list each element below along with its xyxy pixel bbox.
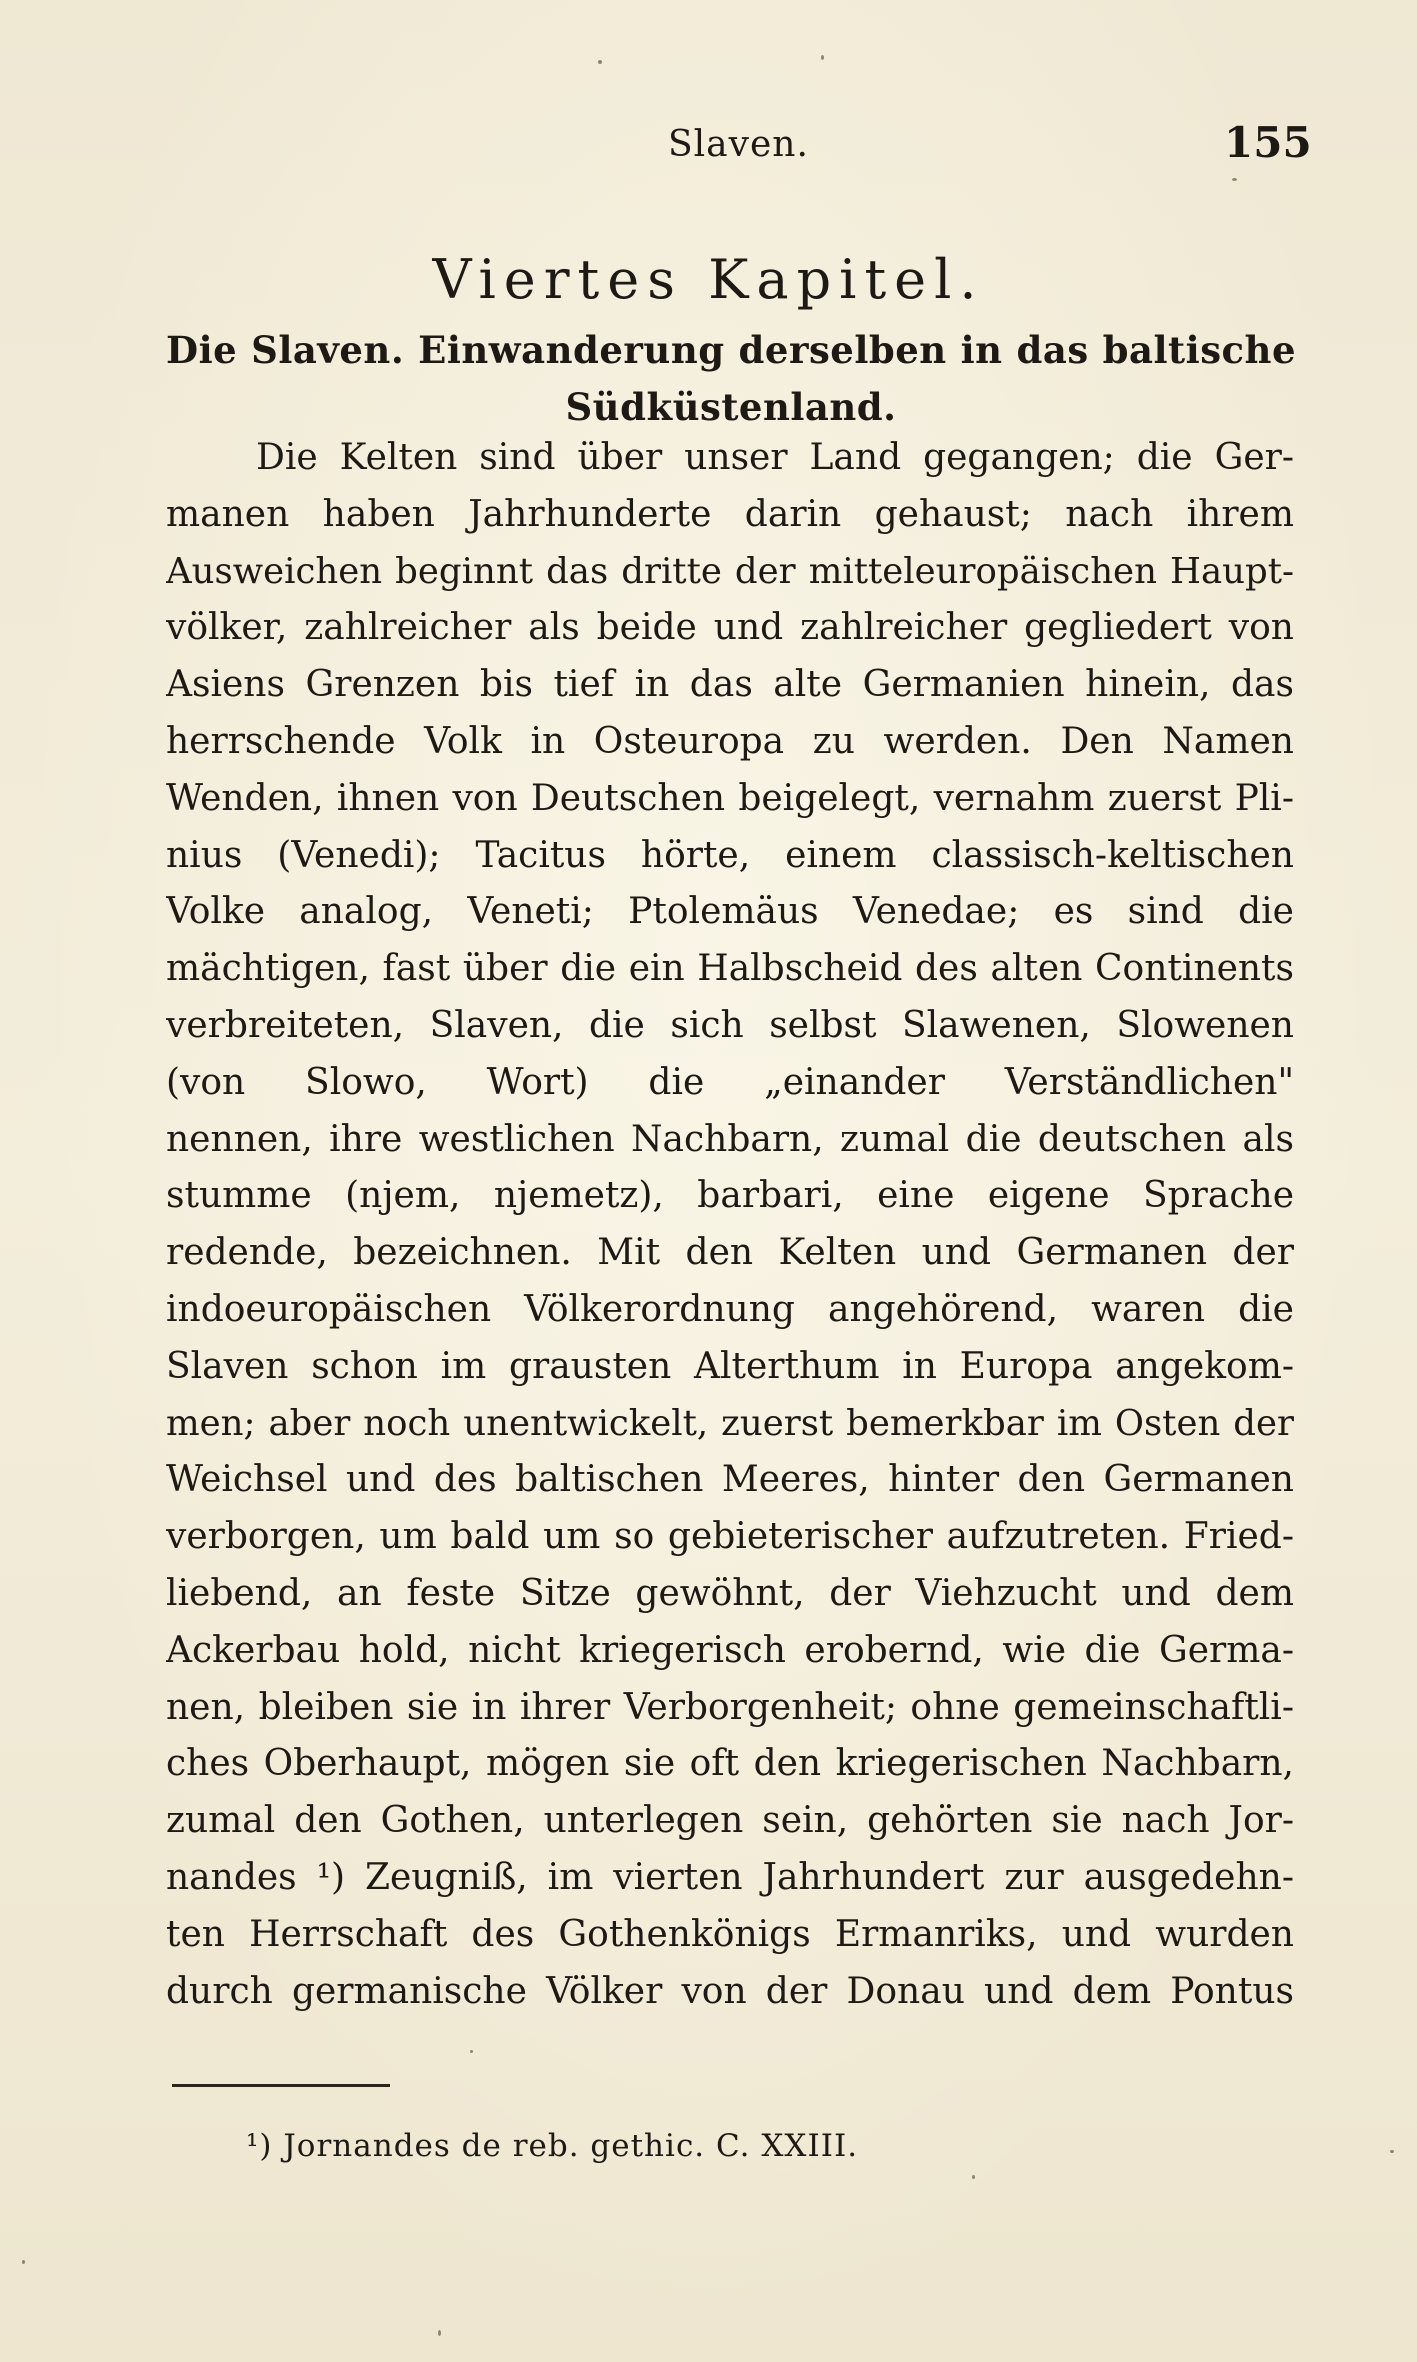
- text-line: Ausweichen beginnt das dritte der mitteleuropäischen Haupt-: [166, 550, 1294, 592]
- text-line: ches Oberhaupt, mögen sie oft den kriegerischen Nachbarn,: [166, 1743, 1294, 1785]
- running-head: [0, 118, 1417, 178]
- page-number: 155: [1224, 118, 1312, 167]
- scan-speck: [821, 55, 824, 60]
- chapter-subtitle: [166, 322, 1296, 436]
- text-line: Ackerbau hold, nicht kriegerisch erobernd, wie die Germa-: [166, 1629, 1294, 1671]
- scan-speck: [1232, 178, 1237, 181]
- scan-speck: [438, 2330, 441, 2336]
- text-line: Weichsel und des baltischen Meeres, hinter den Germanen: [166, 1459, 1294, 1501]
- body-text: [166, 430, 1294, 2020]
- text-line: herrschende Volk in Osteuropa zu werden. Den Namen: [166, 720, 1294, 762]
- text-line: nandes ¹) Zeugniß, im vierten Jahrhundert zur ausgedehn-: [166, 1856, 1294, 1898]
- scan-speck: [22, 2260, 25, 2264]
- text-line: liebend, an feste Sitze gewöhnt, der Viehzucht und dem: [166, 1572, 1294, 1614]
- text-line: mächtigen, fast über die ein Halbscheid des alten Continents: [166, 948, 1294, 990]
- text-line: durch germanische Völker von der Donau und dem Pontus: [166, 1970, 1294, 2012]
- footnote: ¹) Jornandes de reb. gethic. C. XXIII.: [246, 2128, 859, 2164]
- text-line: stumme (njem, njemetz), barbari, eine eigene Sprache: [166, 1175, 1294, 1217]
- text-line: Asiens Grenzen bis tief in das alte Germanien hinein, das: [166, 664, 1294, 706]
- text-line: Wenden, ihnen von Deutschen beigelegt, vernahm zuerst Pli-: [166, 777, 1294, 819]
- chapter-subtitle-line: Die Slaven. Einwanderung derselben in das baltische: [166, 328, 1296, 372]
- text-line: nennen, ihre westlichen Nachbarn, zumal die deutschen als: [166, 1118, 1294, 1160]
- scan-speck: [598, 60, 602, 64]
- text-line: Volke analog, Veneti; Ptolemäus Venedae; es sind die: [166, 891, 1294, 933]
- text-line: men; aber noch unentwickelt, zuerst bemerkbar im Osten der: [166, 1402, 1294, 1444]
- scan-speck: [470, 2050, 473, 2053]
- chapter-subtitle-line: Südküstenland.: [565, 384, 897, 429]
- text-line: manen haben Jahrhunderte darin gehaust; nach ihrem: [166, 493, 1294, 535]
- text-line: nen, bleiben sie in ihrer Verborgenheit; ohne gemeinschaftli-: [166, 1686, 1294, 1728]
- text-line: völker, zahlreicher als beide und zahlreicher gegliedert von: [166, 607, 1294, 649]
- text-line: redende, bezeichnen. Mit den Kelten und Germanen der: [166, 1232, 1294, 1274]
- footnote-rule: [172, 2084, 390, 2087]
- text-line: Slaven schon im grausten Alterthum in Europa angekom-: [166, 1345, 1294, 1387]
- text-line: zumal den Gothen, unterlegen sein, gehörten sie nach Jor-: [166, 1800, 1294, 1842]
- text-line: verbreiteten, Slaven, die sich selbst Slawenen, Slowenen: [166, 1004, 1294, 1046]
- text-line: Die Kelten sind über unser Land gegangen; die Ger-: [256, 437, 1294, 478]
- running-title: Slaven.: [668, 124, 809, 165]
- text-line: nius (Venedi); Tacitus hörte, einem classisch-keltischen: [166, 834, 1294, 876]
- scan-speck: [1390, 2150, 1394, 2153]
- text-line: indoeuropäischen Völkerordnung angehörend, waren die: [166, 1288, 1294, 1330]
- chapter-title: Viertes Kapitel.: [432, 248, 985, 311]
- text-line: ten Herrschaft des Gothenkönigs Ermanriks, und wurden: [166, 1913, 1294, 1955]
- text-line: (von Slowo, Wort) die „einander Verständlichen": [166, 1061, 1294, 1103]
- scan-speck: [972, 2175, 975, 2179]
- text-line: verborgen, um bald um so gebieterischer aufzutreten. Fried-: [166, 1516, 1294, 1558]
